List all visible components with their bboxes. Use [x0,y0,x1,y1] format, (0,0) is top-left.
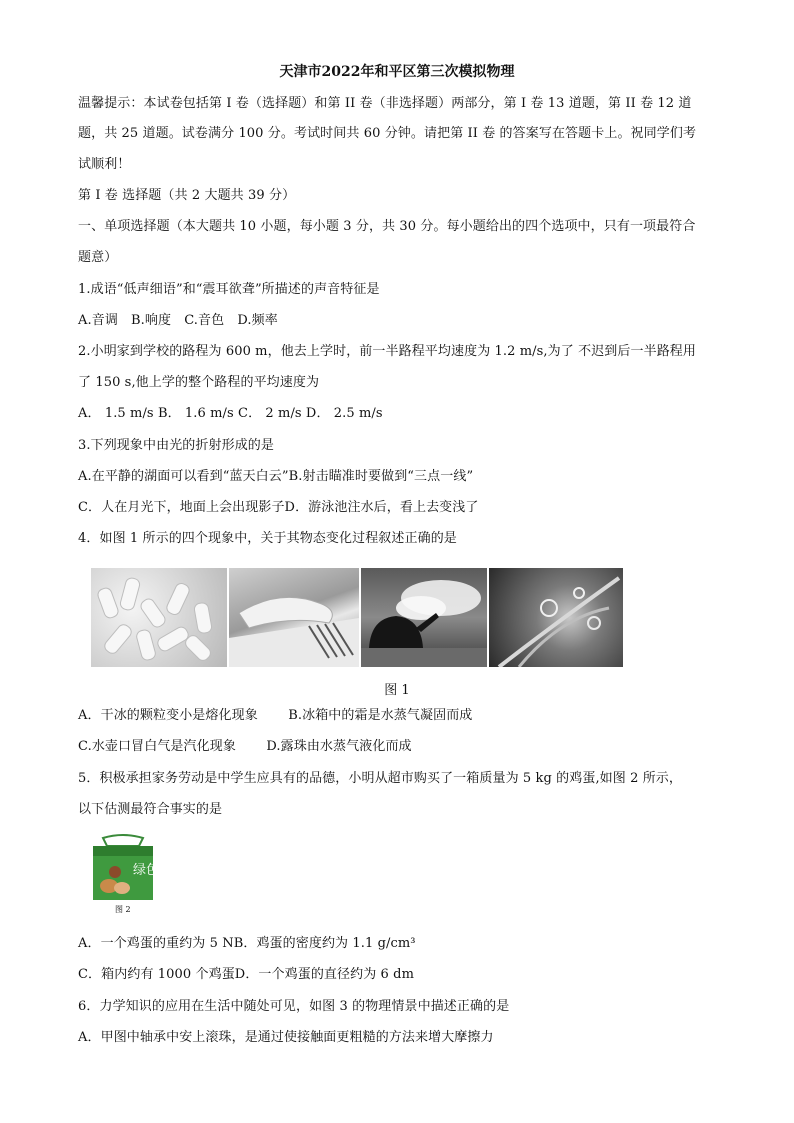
q5-option-line-2: C．箱内约有 1000 个鸡蛋D．一个鸡蛋的直径约为 6 dm [78,967,415,982]
q5-stem-2: 以下估测最符合事实的是 [78,802,223,817]
q3-option-line-1: A.在平静的湖面可以看到“蓝天白云”B.射击瞄准时要做到“三点一线” [78,469,474,484]
q2-stem-1: 2.小明家到学校的路程为 600 m，他去上学时，前一半路程平均速度为 1.2 m/s,为了 不迟到后一半路程用 [78,344,696,359]
q3-option-line-2: C．人在月光下，地面上会出现影子D．游泳池注水后，看上去变浅了 [78,500,479,515]
intro-line-3: 试顺利！ [78,157,131,172]
q5-option-line-1: A．一个鸡蛋的重约为 5 NB．鸡蛋的密度约为 1.1 g/cm³ [78,936,416,951]
q6-option-line-1: A．甲图中轴承中安上滚珠，是通过使接触面更粗糙的方法来增大摩擦力 [78,1030,494,1045]
intro-line-1: 温馨提示：本试卷包括第 I 卷（选择题）和第 II 卷（非选择题）两部分，第 I 卷 13 道题，第 II 卷 12 道 [78,96,692,111]
part1-heading: 第 I 卷 选择题（共 2 大题共 39 分） [78,188,296,203]
intro-line-2: 题，共 25 道题。试卷满分 100 分。考试时间共 60 分钟。请把第 II 卷 的答案写在答题卡上。祝同学们考 [78,126,697,141]
figure-1-caption: 图 1 [384,683,410,698]
q5-stem-1: 5．积极承担家务劳动是中学生应具有的品德，小明从超市购买了一箱质量为 5 kg 的鸡蛋,如图 2 所示， [78,771,683,786]
q1-options: A.音调 B.响度 C.音色 D.频率 [78,313,278,328]
freezer-frost-photo [229,568,359,667]
section1-line-1: 一、单项选择题（本大题共 10 小题，每小题 3 分，共 30 分。每小题给出的四个选项中，只有一项最符合 [78,219,696,234]
q4-stem: 4．如图 1 所示的四个现象中，关于其物态变化过程叙述正确的是 [78,531,457,546]
q1-stem: 1.成语“低声细语”和“震耳欲聋”所描述的声音特征是 [78,282,380,297]
figure-2-caption: 图 2 [115,905,131,914]
q4-option-line-1: A．干冰的颗粒变小是熔化现象 B.冰箱中的霜是水蒸气凝固而成 [78,708,473,723]
kettle-steam-photo [361,568,487,667]
q2-options: A． 1.5 m/s B． 1.6 m/s C． 2 m/s D． 2.5 m/s [78,406,383,421]
dry-ice-photo [91,568,227,667]
page-title: 天津市2022年和平区第三次模拟物理 [279,64,515,80]
egg-box-image [89,834,157,902]
dew-drops-photo [489,568,623,667]
q3-stem: 3.下列现象中由光的折射形成的是 [78,438,275,453]
section1-line-2: 题意） [78,250,118,265]
q6-stem: 6．力学知识的应用在生活中随处可见，如图 3 的物理情景中描述正确的是 [78,999,510,1014]
egg-box-label: 绿色 [133,863,157,878]
q4-option-line-2: C.水壶口冒白气是汽化现象 D.露珠由水蒸气液化而成 [78,739,412,754]
q2-stem-2: 了 150 s,他上学的整个路程的平均速度为 [78,375,320,390]
